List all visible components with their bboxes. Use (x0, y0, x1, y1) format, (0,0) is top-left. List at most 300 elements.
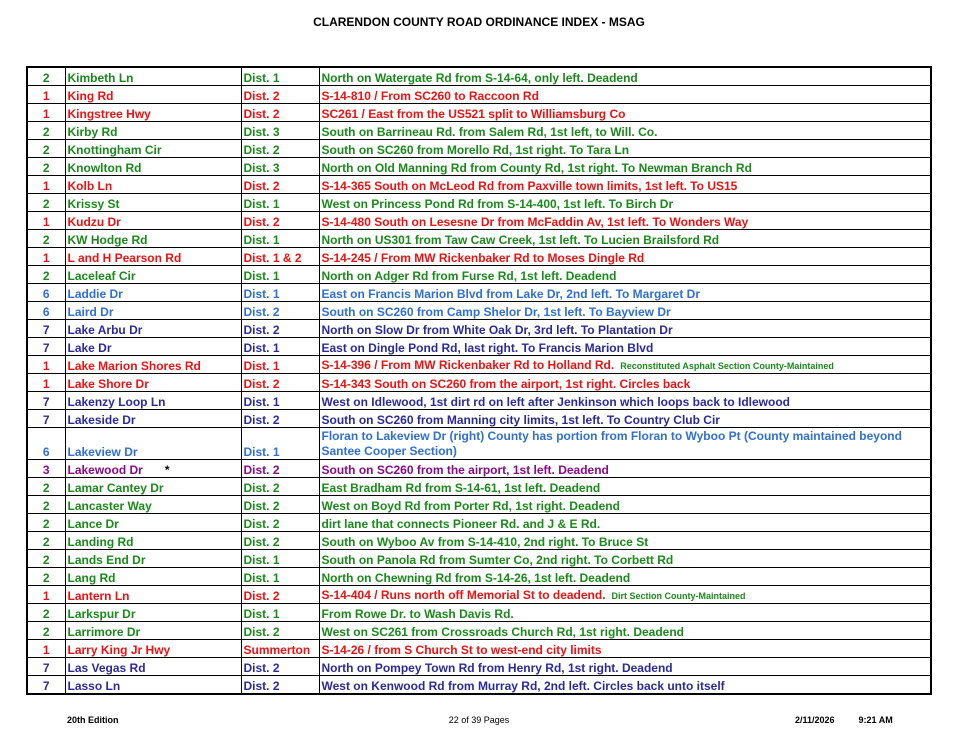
road-number-cell (27, 248, 65, 266)
district-cell-text: Dist. 1 (243, 287, 280, 301)
district-cell (241, 230, 319, 248)
road-number-cell (27, 622, 65, 640)
district-cell-text: Dist. 2 (243, 463, 280, 477)
description-cell (319, 230, 931, 248)
road-number-cell (27, 392, 65, 410)
road-name-cell-text: Laird Dr (67, 305, 114, 319)
road-name-cell (65, 158, 241, 176)
road-name-cell-text: Kimbeth Ln (67, 71, 134, 85)
asterisk-mark: * (164, 463, 170, 477)
district-cell (241, 658, 319, 676)
footer-time: 9:21 AM (858, 715, 893, 725)
description-cell-text: North on Old Manning Rd from County Rd, 1st right. To Newman Branch Rd (321, 161, 752, 175)
table-row (27, 658, 931, 676)
table-row (27, 230, 931, 248)
road-number-cell (27, 122, 65, 140)
district-cell-text: Dist. 2 (243, 179, 280, 193)
table-row (27, 194, 931, 212)
road-name-cell (65, 514, 241, 532)
district-cell (241, 86, 319, 104)
road-number-cell-text: 2 (42, 197, 50, 211)
road-number-cell (27, 194, 65, 212)
district-cell-text: Dist. 2 (243, 305, 280, 319)
description-cell (319, 658, 931, 676)
road-name-cell (65, 658, 241, 676)
district-cell (241, 356, 319, 374)
district-cell (241, 604, 319, 622)
description-cell (319, 428, 931, 460)
description-cell-text: S-14-26 / from S Church St to west-end city limits (321, 643, 602, 657)
road-name-cell-text: Lakewood Dr (67, 463, 143, 477)
district-cell (241, 676, 319, 695)
district-cell (241, 640, 319, 658)
road-number-cell-text: 2 (42, 571, 50, 585)
description-cell-text: East on Francis Marion Blvd from Lake Dr, 2nd left. To Margaret Dr (321, 287, 701, 301)
road-number-cell-text: 2 (42, 481, 50, 495)
road-name-cell-text: Lasso Ln (67, 679, 121, 693)
district-cell-text: Dist. 2 (243, 661, 280, 675)
road-number-cell-text: 2 (42, 233, 50, 247)
description-cell (319, 302, 931, 320)
road-number-cell-text: 2 (42, 535, 50, 549)
road-number-cell-text: 7 (42, 661, 50, 675)
road-number-cell-text: 2 (42, 161, 50, 175)
road-number-cell (27, 356, 65, 374)
road-name-cell (65, 496, 241, 514)
description-cell (319, 158, 931, 176)
district-cell-text: Dist. 1 (243, 395, 280, 409)
road-name-cell-text: Laceleaf Cir (67, 269, 136, 283)
description-cell (319, 140, 931, 158)
district-cell (241, 622, 319, 640)
table-row (27, 104, 931, 122)
road-name-cell (65, 604, 241, 622)
district-cell (241, 284, 319, 302)
district-cell-text: Dist. 3 (243, 125, 280, 139)
district-cell-text: Dist. 1 (243, 341, 280, 355)
road-name-cell-text: Kolb Ln (67, 179, 113, 193)
district-cell (241, 478, 319, 496)
road-number-cell (27, 158, 65, 176)
description-cell-text: South on Panola Rd from Sumter Co, 2nd right. To Corbett Rd (321, 553, 674, 567)
district-cell-text: Dist. 1 (243, 197, 280, 211)
description-cell (319, 356, 931, 374)
road-name-cell-text: Lakeview Dr (67, 445, 138, 459)
table-row (27, 496, 931, 514)
road-number-cell-text: 2 (42, 71, 50, 85)
road-name-cell (65, 622, 241, 640)
district-cell-text: Dist. 2 (243, 143, 280, 157)
road-name-cell-text: Lang Rd (67, 571, 116, 585)
district-cell (241, 266, 319, 284)
description-cell-text: S-14-343 South on SC260 from the airport, 1st right. Circles back (321, 377, 691, 391)
road-name-cell (65, 410, 241, 428)
road-number-cell (27, 176, 65, 194)
road-name-cell (65, 478, 241, 496)
road-number-cell (27, 460, 65, 478)
road-number-cell-text: 2 (42, 125, 50, 139)
district-cell (241, 568, 319, 586)
table-row (27, 478, 931, 496)
description-cell-text: West on SC261 from Crossroads Church Rd, 1st right. Deadend (321, 625, 685, 639)
table-row (27, 140, 931, 158)
district-cell (241, 410, 319, 428)
district-cell (241, 158, 319, 176)
table-row (27, 460, 931, 478)
road-number-cell-text: 2 (42, 143, 50, 157)
district-cell (241, 550, 319, 568)
description-cell (319, 550, 931, 568)
maintenance-note: Dirt Section County-Maintained (611, 591, 746, 601)
road-name-cell-text: Lakenzy Loop Ln (67, 395, 166, 409)
road-name-cell-text: Laddie Dr (67, 287, 123, 301)
road-name-cell (65, 104, 241, 122)
district-cell (241, 428, 319, 460)
road-number-cell (27, 410, 65, 428)
road-number-cell (27, 374, 65, 392)
table-row (27, 212, 931, 230)
district-cell (241, 392, 319, 410)
road-name-cell (65, 248, 241, 266)
table-row (27, 640, 931, 658)
description-cell-text: North on Watergate Rd from S-14-64, only left. Deadend (321, 71, 638, 85)
table-row (27, 514, 931, 532)
road-number-cell (27, 428, 65, 460)
district-cell-text: Dist. 2 (243, 499, 280, 513)
description-cell-text: South on SC260 from Camp Shelor Dr, 1st left. To Bayview Dr (321, 305, 671, 319)
road-number-cell (27, 514, 65, 532)
district-cell (241, 532, 319, 550)
district-cell-text: Dist. 2 (243, 517, 280, 531)
road-number-cell-text: 1 (42, 377, 50, 391)
road-name-cell (65, 392, 241, 410)
district-cell (241, 194, 319, 212)
road-number-cell-text: 6 (42, 445, 50, 459)
road-number-cell-text: 7 (42, 413, 50, 427)
table-row (27, 266, 931, 284)
table-row (27, 532, 931, 550)
table-row (27, 604, 931, 622)
district-cell (241, 586, 319, 604)
district-cell-text: Dist. 2 (243, 413, 280, 427)
road-name-cell-text: Larry King Jr Hwy (67, 643, 171, 657)
description-cell (319, 496, 931, 514)
road-name-cell (65, 586, 241, 604)
table-row (27, 284, 931, 302)
road-number-cell (27, 586, 65, 604)
district-cell-text: Dist. 2 (243, 625, 280, 639)
road-name-cell (65, 176, 241, 194)
road-name-cell-text: Lake Dr (67, 341, 112, 355)
description-cell (319, 410, 931, 428)
district-cell-text: Dist. 1 (243, 71, 280, 85)
road-name-cell-text: Lamar Cantey Dr (67, 481, 164, 495)
description-cell (319, 392, 931, 410)
road-name-cell (65, 266, 241, 284)
road-number-cell (27, 320, 65, 338)
description-cell (319, 640, 931, 658)
district-cell-text: Dist. 1 (243, 359, 280, 373)
description-cell-text: South on SC260 from Morello Rd, 1st right. To Tara Ln (321, 143, 630, 157)
description-cell (319, 586, 931, 604)
description-cell (319, 622, 931, 640)
road-number-cell (27, 496, 65, 514)
road-number-cell (27, 104, 65, 122)
description-cell-text: North on Chewning Rd from S-14-26, 1st left. Deadend (321, 571, 631, 585)
road-number-cell (27, 140, 65, 158)
road-name-cell (65, 122, 241, 140)
road-name-cell-text: KW Hodge Rd (67, 233, 148, 247)
road-name-cell (65, 568, 241, 586)
table-row (27, 392, 931, 410)
description-cell-text: S-14-404 / Runs north off Memorial St to deadend. (321, 588, 606, 602)
road-name-cell (65, 374, 241, 392)
road-name-cell-text: Lake Marion Shores Rd (67, 359, 201, 373)
district-cell (241, 140, 319, 158)
table-row (27, 320, 931, 338)
road-number-cell (27, 532, 65, 550)
description-cell (319, 604, 931, 622)
road-number-cell (27, 212, 65, 230)
road-name-cell-text: Kingstree Hwy (67, 107, 151, 121)
footer-timestamp (795, 715, 893, 725)
road-number-cell-text: 1 (42, 359, 50, 373)
road-name-cell (65, 640, 241, 658)
road-name-cell (65, 532, 241, 550)
district-cell-text: Dist. 2 (243, 107, 280, 121)
road-name-cell (65, 428, 241, 460)
road-number-cell (27, 338, 65, 356)
description-cell (319, 568, 931, 586)
road-name-cell-text: Krissy St (67, 197, 120, 211)
table-row (27, 550, 931, 568)
road-number-cell (27, 658, 65, 676)
road-name-cell (65, 460, 241, 478)
table-row (27, 676, 931, 695)
table-row (27, 410, 931, 428)
road-number-cell-text: 1 (42, 89, 50, 103)
district-cell-text: Dist. 1 (243, 571, 280, 585)
district-cell-text: Dist. 2 (243, 679, 280, 693)
road-name-cell (65, 140, 241, 158)
road-number-cell-text: 2 (42, 499, 50, 513)
table-row (27, 67, 931, 86)
road-name-cell-text: Landing Rd (67, 535, 134, 549)
description-cell-text: West on Princess Pond Rd from S-14-400, 1st left. To Birch Dr (321, 197, 674, 211)
district-cell (241, 460, 319, 478)
description-cell-text: S-14-245 / From MW Rickenbaker Rd to Moses Dingle Rd (321, 251, 645, 265)
district-cell-text: Dist. 2 (243, 589, 280, 603)
description-cell-text: S-14-810 / From SC260 to Raccoon Rd (321, 89, 539, 103)
description-cell-text: South on SC260 from Manning city limits, 1st left. To Country Club Cir (321, 413, 720, 427)
description-cell-text: dirt lane that connects Pioneer Rd. and J & E Rd. (321, 517, 601, 531)
description-cell-text: West on Kenwood Rd from Murray Rd, 2nd left. Circles back unto itself (321, 679, 725, 693)
road-name-cell-text: Kirby Rd (67, 125, 118, 139)
road-name-cell-text: Knottingham Cir (67, 143, 162, 157)
road-name-cell (65, 550, 241, 568)
description-cell (319, 532, 931, 550)
road-name-cell (65, 212, 241, 230)
description-cell (319, 67, 931, 86)
footer-edition: 20th Edition (67, 715, 119, 725)
road-name-cell (65, 86, 241, 104)
road-number-cell-text: 7 (42, 679, 50, 693)
road-number-cell (27, 86, 65, 104)
description-cell (319, 248, 931, 266)
road-name-cell (65, 284, 241, 302)
district-cell-text: Summerton (243, 643, 311, 657)
road-index-body (27, 67, 931, 694)
road-name-cell-text: Larkspur Dr (67, 607, 136, 621)
district-cell (241, 320, 319, 338)
road-name-cell (65, 194, 241, 212)
district-cell-text: Dist. 1 (243, 445, 280, 459)
road-number-cell (27, 284, 65, 302)
road-name-cell-text: Knowlton Rd (67, 161, 142, 175)
road-number-cell-text: 6 (42, 305, 50, 319)
road-name-cell-text: Larrimore Dr (67, 625, 141, 639)
road-number-cell (27, 676, 65, 695)
description-cell-text: North on Pompey Town Rd from Henry Rd, 1st right. Deadend (321, 661, 673, 675)
description-cell (319, 374, 931, 392)
maintenance-note: Reconstituted Asphalt Section County-Maintained (620, 361, 834, 371)
table-row (27, 338, 931, 356)
district-cell-text: Dist. 2 (243, 215, 280, 229)
description-cell-text: North on Slow Dr from White Oak Dr, 3rd left. To Plantation Dr (321, 323, 673, 337)
road-number-cell (27, 67, 65, 86)
district-cell (241, 176, 319, 194)
description-cell-text: East on Dingle Pond Rd, last right. To Francis Marion Blvd (321, 341, 654, 355)
road-number-cell (27, 640, 65, 658)
description-cell-text: Floran to Lakeview Dr (right) County has portion from Floran to Wyboo Pt (County maintained beyond Santee Cooper Section) (321, 429, 902, 458)
road-name-cell (65, 302, 241, 320)
page-title: CLARENDON COUNTY ROAD ORDINANCE INDEX - MSAG (313, 15, 645, 29)
road-name-cell-text: L and H Pearson Rd (67, 251, 182, 265)
road-number-cell-text: 7 (42, 395, 50, 409)
road-name-cell-text: Kudzu Dr (67, 215, 121, 229)
table-row (27, 248, 931, 266)
road-name-cell-text: Lancaster Way (67, 499, 152, 513)
description-cell-text: North on US301 from Taw Caw Creek, 1st left. To Lucien Brailsford Rd (321, 233, 720, 247)
table-row (27, 622, 931, 640)
road-name-cell (65, 676, 241, 695)
district-cell-text: Dist. 2 (243, 323, 280, 337)
road-number-cell-text: 1 (42, 107, 50, 121)
road-number-cell-text: 7 (42, 341, 50, 355)
district-cell-text: Dist. 2 (243, 481, 280, 495)
table-row (27, 356, 931, 374)
description-cell-text: East Bradham Rd from S-14-61, 1st left. Deadend (321, 481, 601, 495)
road-name-cell (65, 230, 241, 248)
description-cell (319, 338, 931, 356)
district-cell (241, 122, 319, 140)
description-cell (319, 212, 931, 230)
road-number-cell-text: 2 (42, 269, 50, 283)
table-row (27, 428, 931, 460)
road-number-cell-text: 6 (42, 287, 50, 301)
district-cell (241, 338, 319, 356)
road-number-cell-text: 1 (42, 643, 50, 657)
description-cell-text: West on Idlewood, 1st dirt rd on left after Jenkinson which loops back to Idlewood (321, 395, 790, 409)
road-number-cell (27, 550, 65, 568)
road-number-cell-text: 2 (42, 607, 50, 621)
district-cell (241, 302, 319, 320)
description-cell (319, 284, 931, 302)
table-row (27, 302, 931, 320)
road-number-cell (27, 266, 65, 284)
road-name-cell-text: Lantern Ln (67, 589, 130, 603)
road-number-cell-text: 2 (42, 553, 50, 567)
road-name-cell-text: Lake Arbu Dr (67, 323, 143, 337)
district-cell (241, 67, 319, 86)
road-name-cell (65, 67, 241, 86)
footer-page-count: 22 of 39 Pages (448, 715, 510, 725)
road-number-cell-text: 2 (42, 517, 50, 531)
district-cell (241, 104, 319, 122)
description-cell (319, 194, 931, 212)
footer-date: 2/11/2026 (795, 715, 835, 725)
road-number-cell-text: 2 (42, 625, 50, 639)
description-cell (319, 478, 931, 496)
road-name-cell-text: Lakeside Dr (67, 413, 136, 427)
district-cell-text: Dist. 1 (243, 553, 280, 567)
district-cell-text: Dist. 2 (243, 377, 280, 391)
description-cell (319, 320, 931, 338)
description-cell (319, 514, 931, 532)
road-name-cell-text: Las Vegas Rd (67, 661, 146, 675)
description-cell (319, 86, 931, 104)
district-cell (241, 374, 319, 392)
table-row (27, 122, 931, 140)
description-cell (319, 122, 931, 140)
table-row (27, 374, 931, 392)
road-index-table (26, 66, 932, 695)
road-number-cell (27, 478, 65, 496)
table-row (27, 176, 931, 194)
district-cell-text: Dist. 1 (243, 607, 280, 621)
road-number-cell-text: 7 (42, 323, 50, 337)
description-cell-text: S-14-365 South on McLeod Rd from Paxville town limits, 1st left. To US15 (321, 179, 738, 193)
description-cell-text: West on Boyd Rd from Porter Rd, 1st right. Deadend (321, 499, 620, 513)
road-number-cell (27, 302, 65, 320)
road-number-cell-text: 1 (42, 589, 50, 603)
road-number-cell-text: 1 (42, 251, 50, 265)
description-cell-text: S-14-480 South on Lesesne Dr from McFaddin Av, 1st left. To Wonders Way (321, 215, 749, 229)
description-cell-text: S-14-396 / From MW Rickenbaker Rd to Holland Rd. (321, 358, 615, 372)
district-cell-text: Dist. 3 (243, 161, 280, 175)
district-cell (241, 514, 319, 532)
description-cell-text: From Rowe Dr. to Wash Davis Rd. (321, 607, 514, 621)
district-cell (241, 248, 319, 266)
table-row (27, 158, 931, 176)
road-name-cell-text: Lake Shore Dr (67, 377, 149, 391)
road-name-cell-text: Lance Dr (67, 517, 119, 531)
description-cell (319, 104, 931, 122)
description-cell-text: South on Barrineau Rd. from Salem Rd, 1st left, to Will. Co. (321, 125, 658, 139)
road-number-cell-text: 3 (42, 463, 50, 477)
road-name-cell-text: Lands End Dr (67, 553, 146, 567)
district-cell-text: Dist. 1 & 2 (243, 251, 302, 265)
road-name-cell (65, 356, 241, 374)
district-cell-text: Dist. 2 (243, 89, 280, 103)
table-row (27, 568, 931, 586)
road-name-cell (65, 320, 241, 338)
district-cell (241, 212, 319, 230)
district-cell-text: Dist. 1 (243, 269, 280, 283)
description-cell (319, 460, 931, 478)
road-name-cell (65, 338, 241, 356)
description-cell (319, 176, 931, 194)
